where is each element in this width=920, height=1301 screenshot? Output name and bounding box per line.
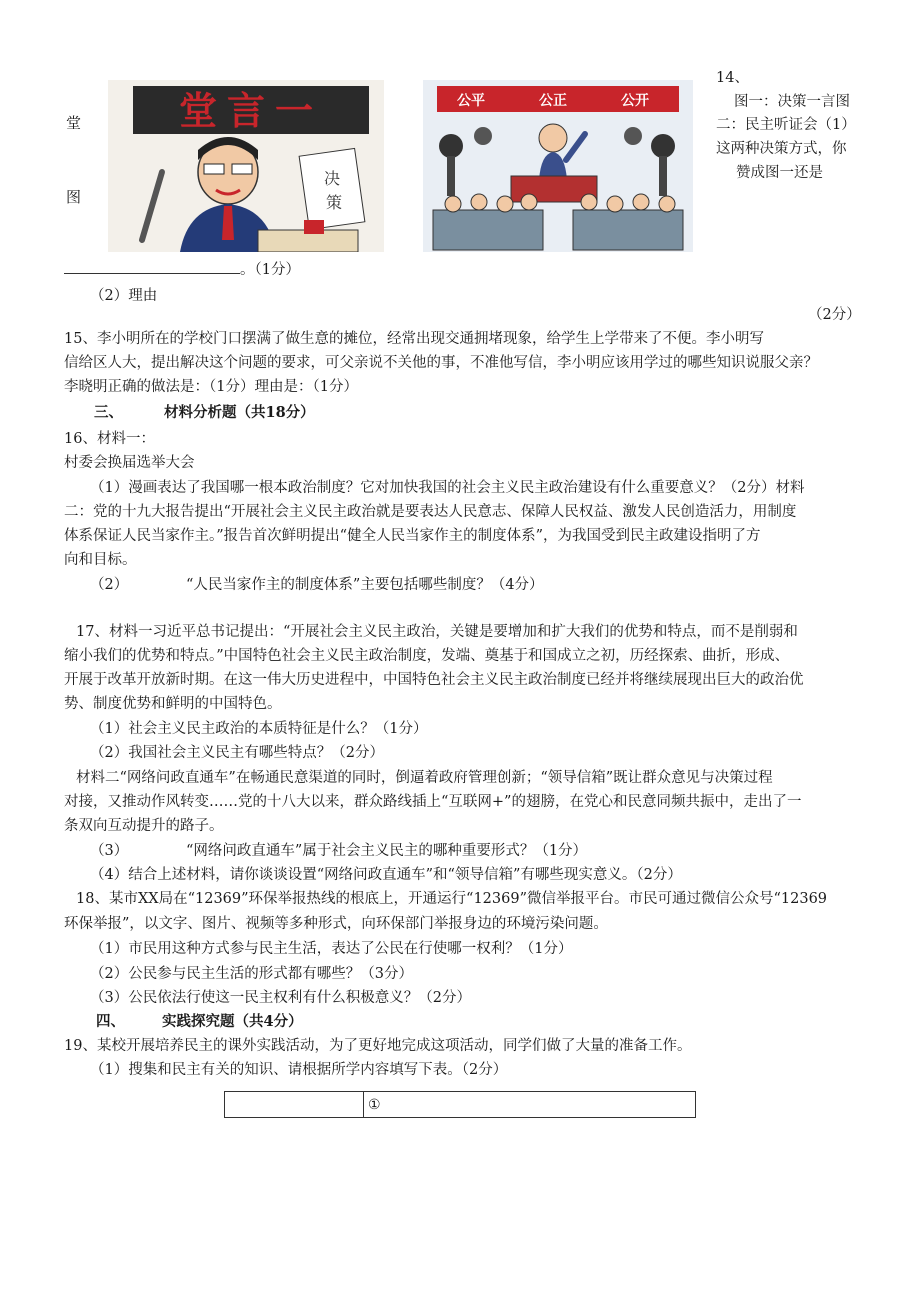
q17-line-3: 开展于改革开放新时期。在这一伟大历史进程中，中国特色社会主义民主政治制度已经并将继续展现出巨大的政治优 (64, 672, 804, 688)
q14-right-line-2: 二：民主听证会（1） (716, 117, 856, 133)
q16-line-2: 村委会换届选举大会 (64, 455, 195, 471)
q14-right-line-1: 图一：决策一言图 (734, 94, 850, 110)
section4-number: 四、 (96, 1013, 125, 1030)
banner-just: 公正 (539, 93, 567, 109)
q14-side-top: 堂 (66, 114, 82, 132)
q14-score1: 。（1分） (240, 262, 300, 278)
section4-title: 实践探究题（共4分） (162, 1013, 303, 1030)
q18-sub2: （2）公民参与民主生活的形式都有哪些？（3分） (90, 966, 413, 982)
q15-line-2: 信给区人大，提出解决这个问题的要求，可父亲说不关他的事，不准他写信，李小明应该用学过的哪些知识说服父亲？ (64, 355, 818, 371)
q17-sub1: （1）社会主义民主政治的本质特征是什么？（1分） (90, 721, 428, 737)
q16-line-3: （1）漫画表达了我国哪一根本政治制度？它对加快我国的社会主义民主政治建设有什么重要意义？（2分）材料 (90, 480, 805, 496)
svg-text:策: 策 (325, 193, 343, 212)
q19-line: 19、某校开展培养民主的课外实践活动，为了更好地完成这项活动，同学们做了大量的准备工作。 (64, 1038, 692, 1054)
q17-sub3-number: （3） (90, 843, 129, 859)
section3-title: 材料分析题（共18分） (164, 404, 315, 421)
q17-material2-line-1: 材料二“网络问政直通车”在畅通民意渠道的同时，倒逼着政府管理创新；“领导信箱”既让群众意见与决策过程 (76, 770, 773, 786)
q16-line-1: 16、材料一： (64, 431, 155, 447)
q16-line-6: 向和目标。 (64, 552, 137, 568)
q14-right-line-3: 这两种决策方式，你 (716, 141, 847, 157)
q15-line-3: 李晓明正确的做法是：（1分）理由是：（1分） (64, 379, 358, 395)
answer-blank[interactable] (64, 259, 240, 274)
q16-sub2-text: “人民当家作主的制度体系”主要包括哪些制度？（4分） (186, 577, 544, 593)
q14-score2: （2分） (808, 307, 861, 323)
q15-line-1: 15、李小明所在的学校门口摆满了做生意的摊位，经常出现交通拥堵现象，给学生上学带来了不便。李小明写 (64, 331, 764, 347)
cartoon1-banner-text: 堂言一 (178, 88, 324, 133)
q14-answer-line (64, 258, 300, 279)
svg-text:决: 决 (323, 169, 341, 188)
q17-sub2: （2）我国社会主义民主有哪些特点？（2分） (90, 745, 384, 761)
q19-answer-table (224, 1091, 696, 1118)
banner-fair: 公平 (457, 93, 485, 109)
q17-sub4: （4）结合上述材料，请你谈谈设置“网络问政直通车”和“领导信箱”有哪些现实意义。（2分） (90, 867, 682, 883)
banner-open: 公开 (621, 93, 649, 109)
q18-line-2: 环保举报”，以文字、图片、视频等多种形式，向环保部门举报身边的环境污染问题。 (64, 916, 608, 932)
q17-line-2: 缩小我们的优势和特点。”中国特色社会主义民主政治制度，发端、奠基于和国成立之初，历经探索、曲折，形成、 (64, 648, 790, 664)
q18-line-1: 18、某市XX局在“12369”环保举报热线的根底上，开通运行“12369”微信举报平台。市民可通过微信公众号“12369 (76, 891, 828, 907)
table-cell-circled-one[interactable]: ① (364, 1092, 696, 1118)
cartoon-one-voice-decision (108, 80, 384, 252)
cartoon-public-hearing (423, 80, 693, 252)
q14-right-line-4: 赞成图一还是 (736, 165, 823, 181)
q17-line-4: 势、制度优势和鲜明的中国特色。 (64, 696, 282, 712)
q18-sub3: （3）公民依法行使这一民主权利有什么积极意义？（2分） (90, 990, 471, 1006)
q14-sub2: （2）理由 (90, 288, 158, 304)
q19-sub1: （1）搜集和民主有关的知识、请根据所学内容填写下表。（2分） (90, 1062, 508, 1078)
table-cell-empty[interactable] (225, 1092, 364, 1118)
q14-side-bottom: 图 (66, 188, 82, 206)
q18-sub1: （1）市民用这种方式参与民主生活，表达了公民在行使哪一权利？（1分） (90, 941, 573, 957)
table-row (225, 1092, 696, 1118)
q16-line-5: 体系保证人民当家作主。”报告首次鲜明提出“健全人民当家作主的制度体系”，为我国受到民主政建设指明了方 (64, 528, 761, 544)
q16-line-4: 二：党的十九大报告提出“开展社会主义民主政治就是要表达人民意志、保障人民权益、激发人民创造活力，用制度 (64, 504, 797, 520)
q17-sub3-text: “网络问政直通车”属于社会主义民主的哪种重要形式？（1分） (186, 843, 588, 859)
q17-material2-line-3: 条双向互动提升的路子。 (64, 818, 224, 834)
section3-number: 三、 (94, 404, 123, 421)
q17-line-1: 17、材料一习近平总书记提出：“开展社会主义民主政治，关键是要增加和扩大我们的优势和特点，而不是削弱和 (76, 624, 798, 640)
q17-material2-line-2: 对接，又推动作风转变……党的十八大以来，群众路线插上“互联网+”的翅膀，在党心和民意同频共振中，走出了一 (64, 794, 802, 810)
q14-number: 14、 (716, 70, 749, 86)
q16-sub2-number: （2） (90, 577, 129, 593)
